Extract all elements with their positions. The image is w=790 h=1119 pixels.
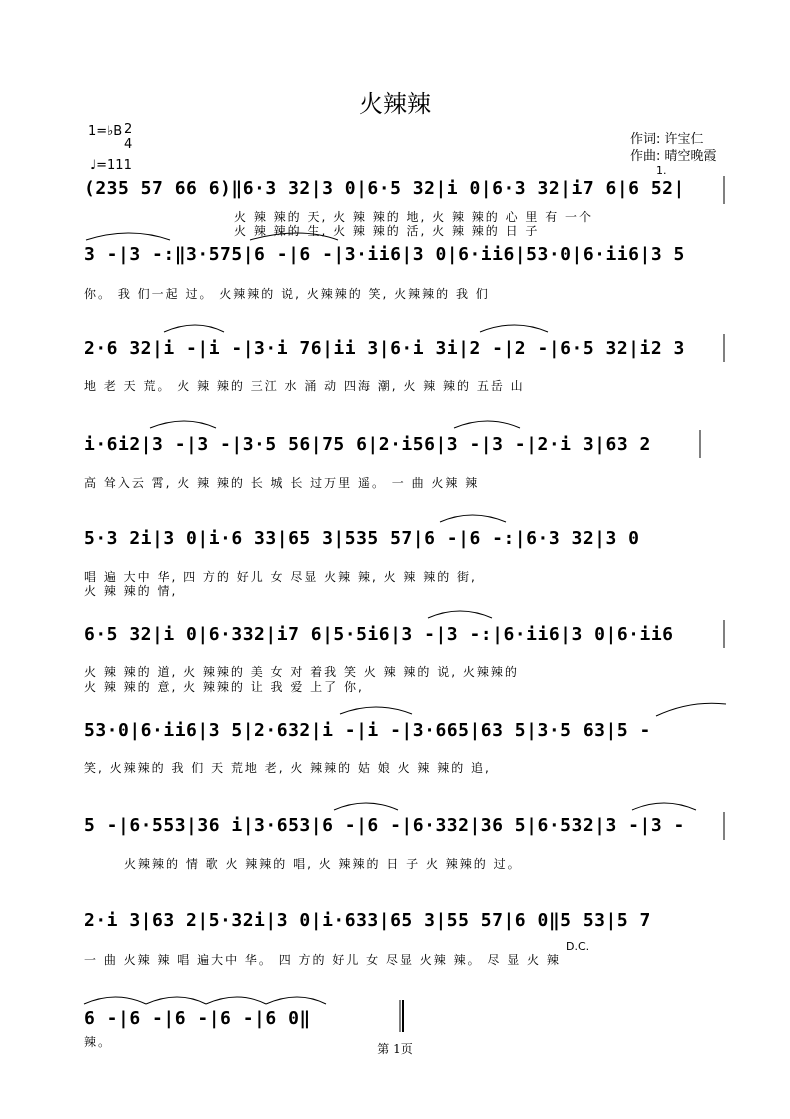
- slur-arc: [480, 325, 548, 332]
- score-system-10-notes: 6 -|6 -|6 -|6 -|6 0‖: [84, 1008, 311, 1029]
- slur-arc: [266, 997, 326, 1004]
- slur-arc: [454, 421, 520, 428]
- time-signature-top: 2: [124, 122, 133, 137]
- tempo-marking: ♩=111: [90, 158, 132, 173]
- score-system-3-notes: 2·6 32|i -|i -|3·i 76|ii 3|6·i 3i|2 -|2 -|6·5 32|i2 3: [84, 338, 685, 359]
- slur-arc: [340, 707, 412, 714]
- score-system-6-lyrics-verse-2: 火 辣 辣的 意, 火 辣辣的 让 我 爱 上了 你,: [84, 680, 364, 694]
- score-system-2-lyrics: 你。 我 们一起 过。 火辣辣的 说, 火辣辣的 笑, 火辣辣的 我 们: [84, 287, 490, 301]
- score-system-5-lyrics-verse-1: 唱 遍 大中 华, 四 方的 好儿 女 尽显 火辣 辣, 火 辣 辣的 街,: [84, 570, 477, 584]
- lyricist-credit: 作词: 许宝仁: [630, 132, 704, 147]
- slur-arc: [164, 325, 224, 332]
- score-system-7-lyrics: 笑, 火辣辣的 我 们 天 荒地 老, 火 辣辣的 姑 娘 火 辣 辣的 追,: [84, 761, 491, 775]
- page-number: 第 1页: [377, 1042, 413, 1056]
- score-system-8-notes: 5 -|6·553|36 i|3·653|6 -|6 -|6·332|36 5|6·532|3 -|3 -: [84, 815, 685, 836]
- slur-arc: [206, 997, 266, 1004]
- score-system-1-notes: (235 57 66 6)‖6·3 32|3 0|6·5 32|i 0|6·3 32|i7 6|6 52|: [84, 178, 685, 199]
- slur-arc: [150, 421, 216, 428]
- score-system-3-lyrics: 地 老 天 荒。 火 辣 辣的 三江 水 涌 动 四海 潮, 火 辣 辣的 五岳 山: [84, 379, 525, 393]
- dc-mark: D.C.: [566, 940, 590, 953]
- slur-arc: [428, 611, 492, 618]
- slur-arc: [656, 703, 726, 716]
- score-system-1-lyrics-verse-2: 火 辣 辣的 生, 火 辣 辣的 活, 火 辣 辣的 日 子: [234, 224, 540, 238]
- score-system-8-lyrics: 火辣辣的 情 歌 火 辣辣的 唱, 火 辣辣的 日 子 火 辣辣的 过。: [124, 857, 522, 871]
- slur-arc: [86, 233, 170, 240]
- score-system-1-lyrics-verse-1: 火 辣 辣的 天, 火 辣 辣的 地, 火 辣 辣的 心 里 有 一个: [234, 210, 594, 224]
- score-system-10-lyrics: 辣。: [84, 1035, 113, 1049]
- song-title: 火辣辣: [359, 90, 431, 118]
- composer-credit: 作曲: 晴空晚霞: [630, 149, 717, 164]
- slur-arc: [146, 997, 206, 1004]
- slur-arc: [632, 803, 696, 810]
- slur-arc: [334, 803, 398, 810]
- score-system-4-notes: i·6i2|3 -|3 -|3·5 56|75 6|2·i56|3 -|3 -|2·i 3|63 2: [84, 434, 651, 455]
- volta-mark: 1.: [656, 164, 667, 177]
- slur-arc: [440, 515, 506, 522]
- score-system-7-notes: 53·0|6·ii6|3 5|2·632|i -|i -|3·665|63 5|3·5 63|5 -: [84, 720, 651, 741]
- score-system-2-notes: 3 -|3 -:‖3·575|6 -|6 -|3·ii6|3 0|6·ii6|53·0|6·ii6|3 5: [84, 244, 685, 265]
- slur-arc: [250, 233, 338, 240]
- time-signature-bottom: 4: [124, 137, 133, 152]
- score-system-5-lyrics-verse-2: 火 辣 辣的 情,: [84, 584, 178, 598]
- score-system-6-notes: 6·5 32|i 0|6·332|i7 6|5·5i6|3 -|3 -:|6·ii6|3 0|6·ii6: [84, 624, 674, 645]
- score-system-4-lyrics: 高 耸入云 霄, 火 辣 辣的 长 城 长 过万里 遥。 一 曲 火辣 辣: [84, 476, 480, 490]
- score-system-6-lyrics-verse-1: 火 辣 辣的 道, 火 辣辣的 美 女 对 着我 笑 火 辣 辣的 说, 火辣辣的: [84, 665, 519, 679]
- key-signature: 1=♭B: [88, 124, 123, 139]
- score-system-9-notes: 2·i 3|63 2|5·32i|3 0|i·633|65 3|55 57|6 0‖5 53|5 7: [84, 910, 651, 931]
- score-system-9-lyrics: 一 曲 火辣 辣 唱 遍大中 华。 四 方的 好儿 女 尽显 火辣 辣。 尽 显 火 辣: [84, 953, 561, 967]
- score-system-5-notes: 5·3 2i|3 0|i·6 33|65 3|535 57|6 -|6 -:|6·3 32|3 0: [84, 528, 640, 549]
- slur-arc: [84, 997, 146, 1004]
